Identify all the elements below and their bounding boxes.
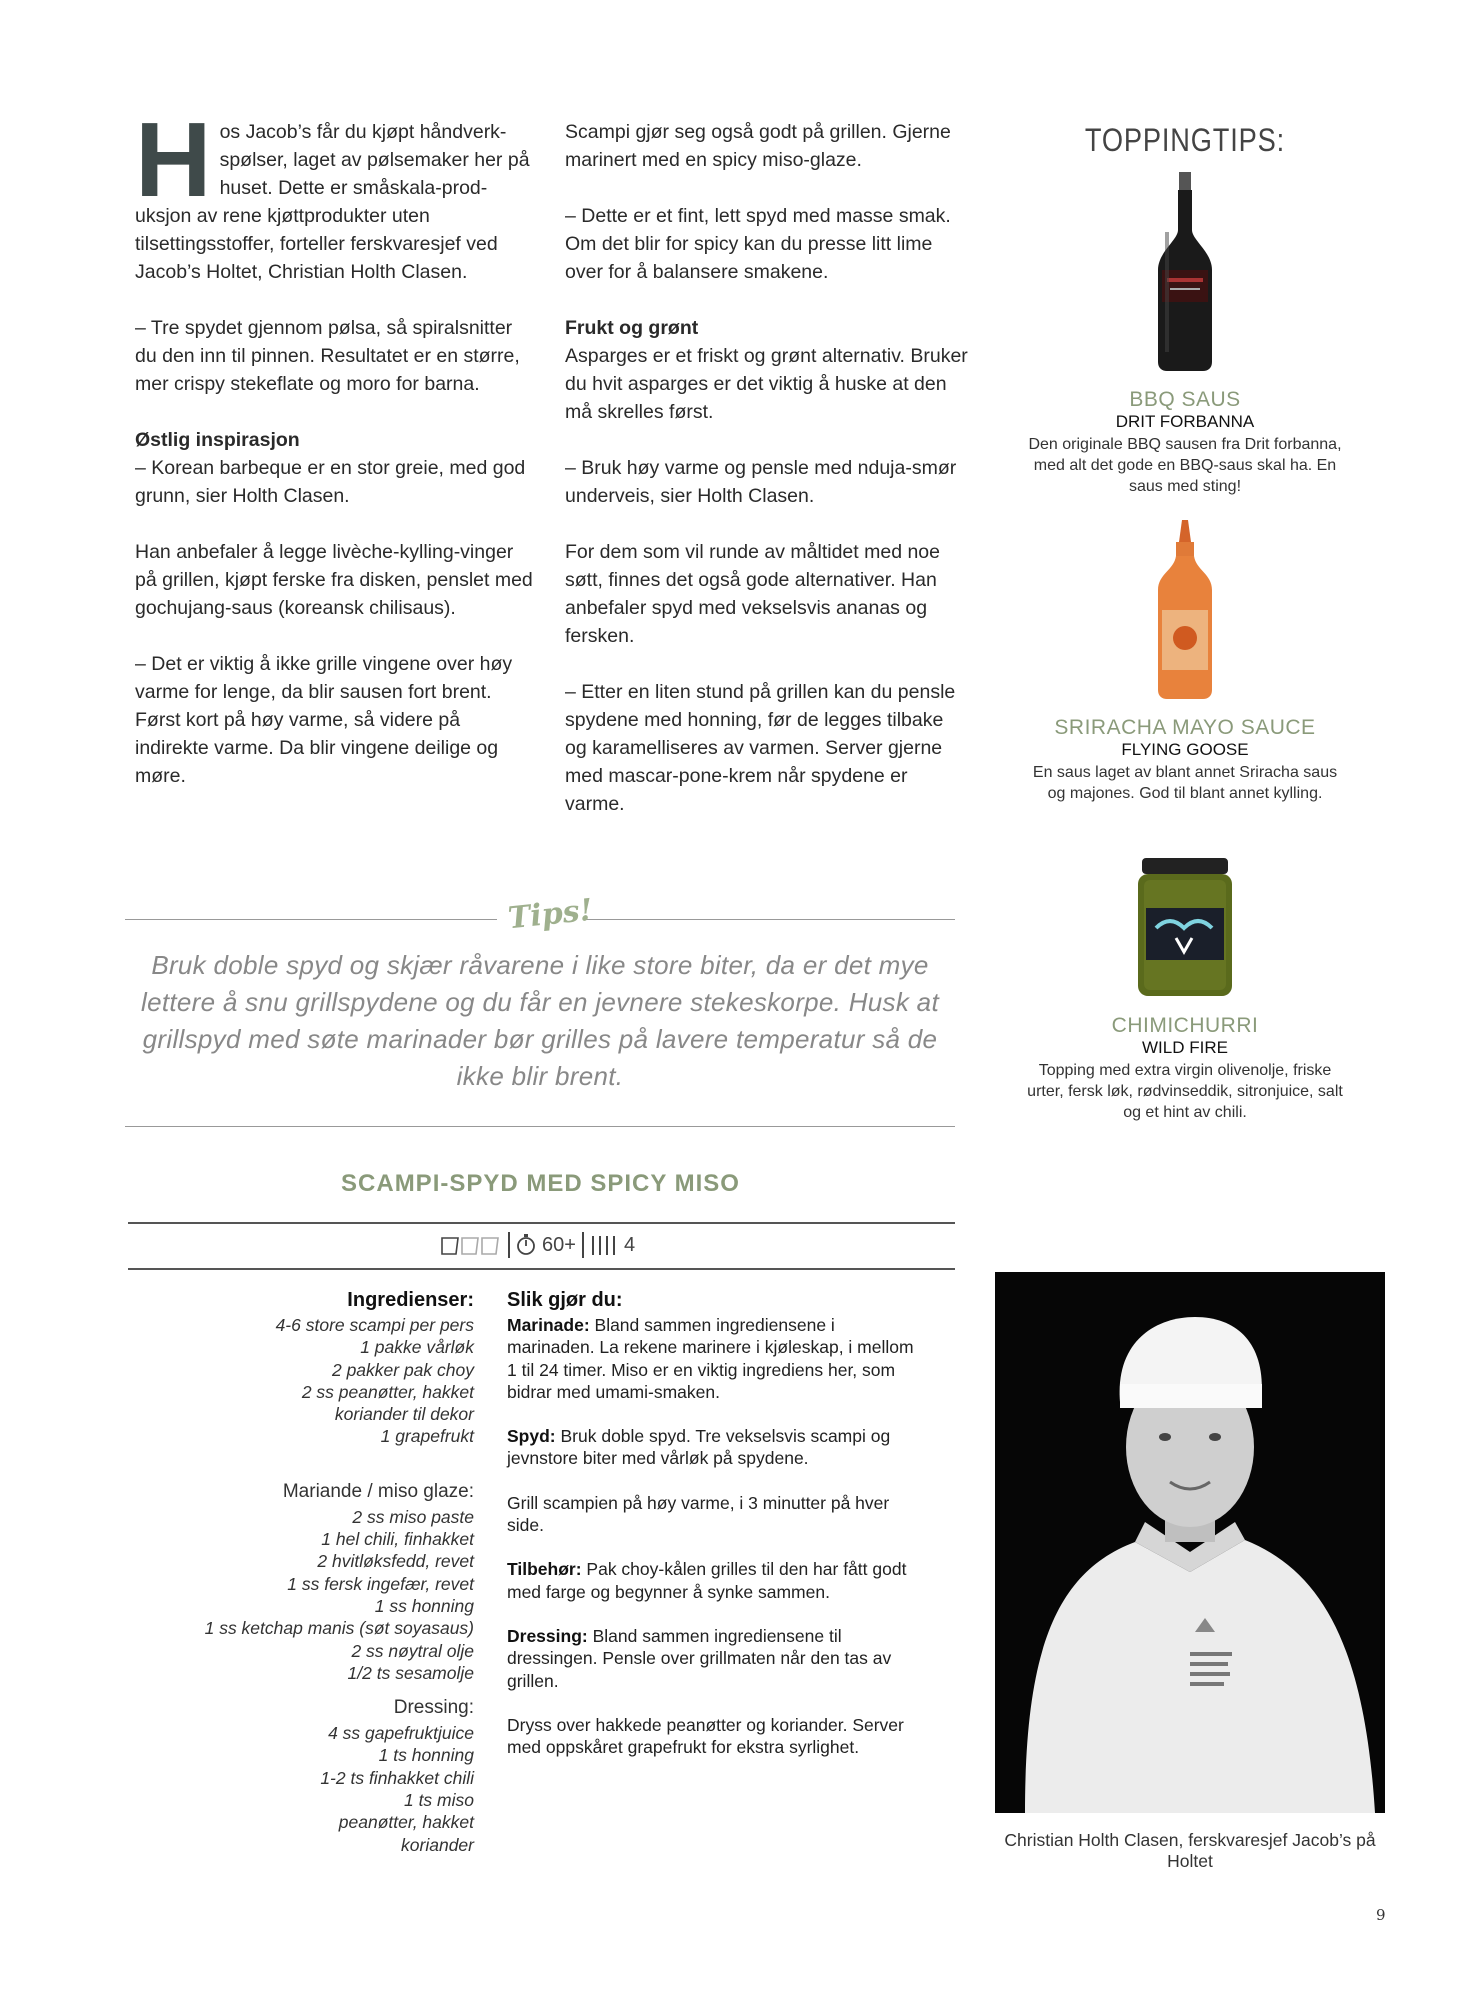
ingredient-item: peanøtter, hakket [338, 1812, 474, 1833]
marinade-heading: Mariande / miso glaze: [282, 1480, 474, 1502]
ingredient-item: 1 ss honning [374, 1595, 474, 1616]
difficulty-icon [440, 1234, 502, 1256]
ingredient-item: 1 ts honning [378, 1745, 474, 1766]
paragraph: Asparges er et friskt og grønt alternativ. Bruker du hvit asparges er det viktig å huske at den må skrelles først. [565, 345, 968, 423]
paragraph: – Dette er et fint, lett spyd med masse smak. Om det blir for spicy kan du presse litt lime over for å balansere smakene. [565, 205, 951, 283]
dressing-list [128, 1722, 474, 1856]
article-column-1 [135, 101, 535, 818]
bbq-sauce-bottle-image [1145, 172, 1225, 372]
tips-divider-right [585, 919, 955, 920]
product-description: Den originale BBQ sausen fra Drit forbanna, med alt det gode en BBQ-saus skal ha. En saus med sting! [1028, 436, 1342, 495]
tips-text: Bruk doble spyd og skjær råvarene i like store biter, da er det mye lettere å snu grillspydene og du får en jevnere stekeskorpe. Husk at grillspyd med søte marinader bør grilles på lavere temperatur så de ikke blir brent. [141, 950, 939, 1091]
ingredient-item: 4 ss gapefruktjuice [328, 1723, 474, 1744]
ingredient-item: 1/2 ts sesamolje [347, 1662, 474, 1683]
tips-divider-bottom [125, 1126, 955, 1127]
paragraph: – Det er viktig å ikke grille vingene over høy varme for lenge, da blir sausen fort brent. Først kort på høy varme, så videre på indirekte varme. Da blir vingene deilige og møre. [135, 653, 513, 787]
servings: 4 [623, 1233, 636, 1256]
product-bbq-saus [1025, 388, 1345, 497]
product-sriracha [1025, 716, 1345, 804]
timer-icon [516, 1234, 536, 1256]
ingredient-item: 2 ss peanøtter, hakket [301, 1381, 474, 1402]
recipe-rule-top [128, 1222, 955, 1224]
meta-separator [508, 1232, 510, 1258]
chef-portrait-image [995, 1272, 1385, 1813]
recipe-rule-bottom [128, 1268, 955, 1270]
product-name: CHIMICHURRI [1111, 1014, 1259, 1037]
method-column [507, 1286, 917, 1780]
method-step: Dryss over hakkede peanøtter og koriander. Server med oppskåret grapefrukt for ekstra syrlighet. [507, 1714, 904, 1758]
ingredient-item: koriander [401, 1834, 474, 1855]
page-number: 9 [1376, 1906, 1386, 1924]
paragraph: – Korean barbeque er en stor greie, med god grunn, sier Holth Clasen. [135, 457, 526, 507]
method-heading: Slik gjør du: [507, 1289, 623, 1311]
product-brand: FLYING GOOSE [1121, 740, 1249, 759]
servings-icon [590, 1234, 618, 1256]
paragraph: Han anbefaler å legge livèche-kylling-vinger på grillen, kjøpt ferske fra disken, penslet med gochujang-saus (koreansk chilisaus). [135, 541, 533, 619]
ingredient-item: koriander til dekor [334, 1404, 474, 1425]
paragraph: Hos Jacob’s får du kjøpt håndverk-spølser, laget av pølsemaker her på huset. Dette er småskala-prod-uksjon av rene kjøttprodukter uten tilsettingsstoffer, forteller ferskvaresjef ved Jacob’s Holtet, Christian Holth Clasen. [135, 101, 530, 283]
product-name: BBQ SAUS [1129, 388, 1241, 411]
ingredient-item: 2 pakker pak choy [331, 1359, 474, 1380]
tips-divider-left [125, 919, 497, 920]
tips-label: Tips! [506, 892, 595, 937]
paragraph: – Tre spydet gjennom pølsa, så spiralsnitter du den inn til pinnen. Resultatet er en større, mer crispy stekeflate og moro for barna. [135, 317, 520, 395]
ingredient-item: 1 pakke vårløk [360, 1337, 474, 1358]
product-description: Topping med extra virgin olivenolje, friske urter, fersk løk, rødvinseddik, sitronjuice, salt og et hint av chili. [1027, 1062, 1343, 1121]
product-brand: DRIT FORBANNA [1115, 412, 1255, 431]
paragraph: Scampi gjør seg også godt på grillen. Gjerne marinert med en spicy miso-glaze. [565, 121, 951, 171]
product-name: SRIRACHA MAYO SAUCE [1054, 716, 1316, 739]
ingredient-item: 1 ss ketchap manis (søt soyasaus) [204, 1618, 474, 1639]
marinade-list [128, 1506, 474, 1684]
ingredient-item: 1 ts miso [403, 1790, 474, 1811]
ingredient-item: 1 ss fersk ingefær, revet [287, 1573, 474, 1594]
method-step: Dressing: Bland sammen ingrediensene til dressingen. Pensle over grillmaten når den tas av grillen. [507, 1625, 892, 1691]
paragraph: – Etter en liten stund på grillen kan du pensle spydene med honning, før de legges tilbake og karamelliseres av varmen. Server gjerne med mascar-pone-krem når spydene er varme. [565, 681, 956, 815]
ingredient-item: 2 hvitløksfedd, revet [317, 1551, 474, 1572]
sriracha-bottle-image [1150, 520, 1220, 700]
method-step: Tilbehør: Pak choy-kålen grilles til den har fått godt med farge og begynner å synke sammen. [507, 1559, 907, 1602]
product-description: En saus laget av blant annet Sriracha saus og majones. God til blant annet kylling. [1032, 764, 1338, 802]
ingredient-item: 1 grapefrukt [380, 1426, 474, 1447]
article-column-2 [565, 118, 970, 846]
ingredients-heading: Ingredienser: [347, 1289, 474, 1311]
ingredient-item: 1 hel chili, finhakket [321, 1529, 474, 1550]
chimichurri-jar-image [1132, 858, 1238, 998]
product-chimichurri [1025, 1014, 1345, 1123]
subheading: Østlig inspirasjon [135, 429, 300, 451]
subheading: Frukt og grønt [565, 317, 699, 339]
ingredients-list [128, 1314, 474, 1448]
drop-cap: H [135, 101, 212, 219]
meta-separator [582, 1232, 584, 1258]
dressing-heading: Dressing: [393, 1697, 474, 1719]
sidebar-title: TOPPINGTIPS: [1084, 122, 1286, 158]
method-step: Spyd: Bruk doble spyd. Tre vekselsvis scampi og jevnstore biter med vårløk på spydene. [507, 1426, 891, 1469]
ingredients-column [128, 1286, 474, 1856]
paragraph: For dem som vil runde av måltidet med noe søtt, finnes det også gode alternativer. Han anbefaler spyd med vekselsvis ananas og fersken. [565, 541, 940, 647]
product-brand: WILD FIRE [1142, 1038, 1228, 1057]
method-step: Marinade: Bland sammen ingrediensene i marinaden. La rekene marinere i kjøleskap, i mellom 1 til 24 timer. Miso er en viktig ingrediens her, som bidrar med umami-smaken. [507, 1315, 914, 1402]
method-step: Grill scampien på høy varme, i 3 minutter på hver side. [507, 1492, 890, 1536]
paragraph: – Bruk høy varme og pensle med nduja-smør underveis, sier Holth Clasen. [565, 457, 957, 507]
photo-caption: Christian Holth Clasen, ferskvaresjef Jacob’s på Holtet [1004, 1830, 1376, 1871]
chef-photo [995, 1272, 1385, 1813]
ingredient-item: 2 ss miso paste [352, 1506, 474, 1527]
recipe-title: SCAMPI-SPYD MED SPICY MISO [341, 1170, 740, 1197]
prep-time: 60+ [542, 1233, 576, 1256]
ingredient-item: 4-6 store scampi per pers [275, 1315, 474, 1335]
recipe-meta [440, 1232, 635, 1258]
ingredient-item: 1-2 ts finhakket chili [320, 1767, 474, 1788]
ingredient-item: 2 ss nøytral olje [351, 1640, 474, 1661]
